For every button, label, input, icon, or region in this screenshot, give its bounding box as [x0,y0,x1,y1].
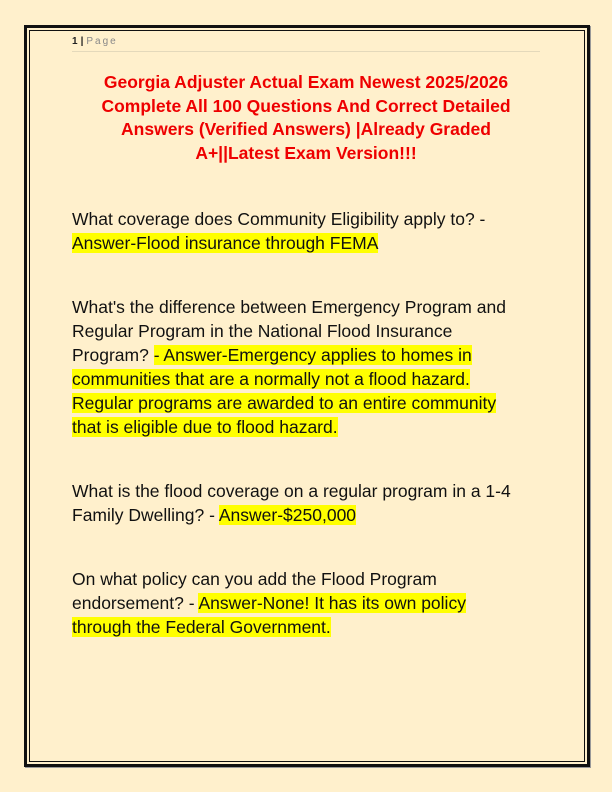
title-line: Answers (Verified Answers) |Already Graded [121,119,491,139]
qa-line [72,479,511,503]
answer-text: that is eligible due to flood hazard. [72,417,338,437]
qa-line [72,207,485,231]
question-text: What coverage does Community Eligibility apply to? - [72,209,486,229]
page-label: Page [86,36,118,47]
qa-line [72,567,466,591]
title-line: A+||Latest Exam Version!!! [195,142,417,163]
qa-line [72,615,466,639]
qa-line [72,415,506,439]
question-text: On what policy can you add the Flood Program [72,569,437,589]
header-rule [72,51,540,52]
qa-item [72,295,506,439]
question-text: Regular Program in the National Flood Insurance [72,321,453,341]
question-text: What's the difference between Emergency Program and [72,297,506,317]
qa-line [72,319,506,343]
title-line: Complete All 100 Questions And Correct Detailed [101,95,511,116]
qa-item [72,479,511,527]
answer-text: - Answer-Emergency applies to homes in [153,345,472,365]
qa-line [72,391,506,415]
qa-line [72,591,466,615]
qa-line [72,503,511,527]
qa-line [72,295,506,319]
qa-item [72,207,485,255]
answer-text: Answer-Flood insurance through FEMA [72,233,379,253]
answer-text: Regular programs are awarded to an entire community [72,393,497,413]
qa-line [72,231,485,255]
qa-line [72,367,506,391]
qa-line [72,343,506,367]
question-text: What is the flood coverage on a regular program in a 1-4 [72,481,511,501]
qa-item [72,567,466,639]
question-text: endorsement? - [72,593,199,613]
document-title [40,71,572,165]
title-line: Georgia Adjuster Actual Exam Newest 2025/2026 [103,72,509,92]
header-separator: | [80,36,84,47]
question-text: Program? [72,345,154,365]
answer-text: communities that are a normally not a flood hazard. [72,369,470,389]
answer-text: Answer-None! It has its own policy [198,593,466,613]
page-number: 1 [72,36,78,47]
question-text: Family Dwelling? - [72,505,219,525]
page-header [72,36,118,47]
answer-text: Answer-$250,000 [218,505,357,525]
answer-text: through the Federal Government. [72,617,331,637]
